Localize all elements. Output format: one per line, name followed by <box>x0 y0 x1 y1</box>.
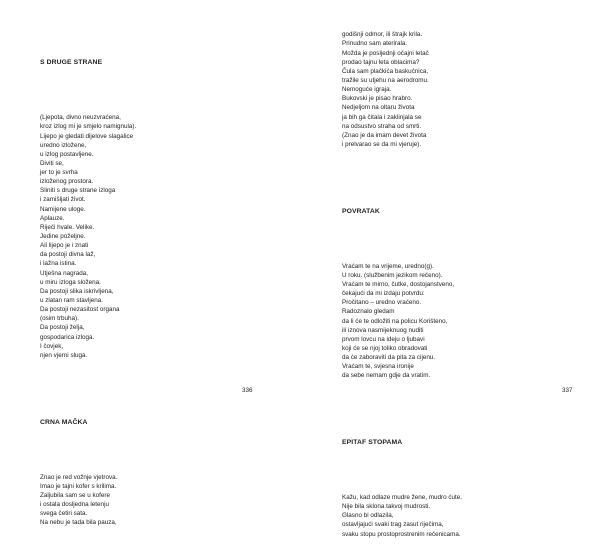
poem-line: uredno izložene, <box>40 141 87 149</box>
poem-body <box>40 473 260 528</box>
poem-line: godišnji odmor, ili štrajk krila. <box>342 31 423 39</box>
poem-line: da će zaboraviti da pita za cijenu. <box>342 354 436 362</box>
poem-title: EPITAF STOPAMA <box>342 439 403 447</box>
poem-title: S DRUGE STRANE <box>40 59 103 67</box>
poem-line: Namijene uloge. <box>40 205 86 213</box>
poem-line: prvom lovcu na ideju o ljubavi <box>342 335 425 343</box>
poem-line: na odsustvo straha od smrti. <box>342 122 422 130</box>
poem-line: svega četiri sata. <box>40 510 88 518</box>
poem-line: i ostala dosljedna letenju <box>40 500 109 508</box>
poem-continuation <box>342 30 562 149</box>
poem-line: ostavljajući svaki trag zasut riječima, <box>342 521 444 529</box>
poem-line: da postoji divna laž, <box>40 251 96 259</box>
poem-line: tražile su utjehu na aerodromu. <box>342 77 429 85</box>
poem-line: u miru izloga složena. <box>40 278 101 286</box>
poem-line: Zaljubila sam se u kofere <box>40 491 110 499</box>
stanza-gap <box>342 234 562 243</box>
section-gap <box>40 378 260 399</box>
poem-title: CRNA MAČKA <box>40 418 88 426</box>
poem-line: ili iznova nasmijeknuog nuditi <box>342 326 424 334</box>
poem-line: u izlog postavljene. <box>40 150 94 158</box>
poem-line: kroz izlog mi je smjelo namignula). <box>40 123 137 131</box>
poem-line: u zlatan ram stavljena. <box>40 297 103 305</box>
poem-line: Imao je tajni kofer s krilima. <box>40 482 117 490</box>
stanza-gap <box>342 466 562 475</box>
poem-line: da li će te odložiti na policu Korišteno, <box>342 317 448 325</box>
poem-line: Da postoji želja, <box>40 324 85 332</box>
section-gap <box>342 167 562 188</box>
poem-line: Na nebu je tada bila pauza, <box>40 519 117 527</box>
page-number: 337 <box>562 387 573 394</box>
poem-line: (Znao je da imam devet života <box>342 131 427 139</box>
poem-line: Glasno bi odlazila, <box>342 512 394 520</box>
page-number: 336 <box>242 387 253 394</box>
poem-line: njen vjerni sluga. <box>40 351 88 359</box>
poem-line: jer to je svrha <box>40 169 78 177</box>
poem-title: POVRATAK <box>342 207 380 215</box>
poem-line: Lijepo je gledati dijelove slagalice <box>40 132 134 140</box>
poem-line: Bukovski je pisao hrabro. <box>342 95 413 103</box>
poem-line: Ali lijepo je i znati <box>40 242 89 250</box>
poem-line: Prinudno sam aterirala. <box>342 40 408 48</box>
poem-line: Vraćam te, svjesna ironije <box>342 363 414 371</box>
section-gap <box>342 399 562 420</box>
poem-line: Diviti se, <box>40 159 64 167</box>
poem-body <box>40 113 260 360</box>
poem-line: i zamišljati život. <box>40 196 86 204</box>
poem-line: izloženog prostora. <box>40 178 94 186</box>
poem-line: i prelvarao se da mi vjeruje). <box>342 141 422 148</box>
poem-line: i lažna istina. <box>40 260 77 268</box>
poem-line: U roku. (službenim jezikom rečeno). <box>342 271 443 279</box>
poem-line: Aplauze. <box>40 214 65 222</box>
poem-line: Jedine poželjne. <box>40 233 86 241</box>
poem-body <box>342 493 562 539</box>
poem-line: prodao tajnu leta oblacima? <box>342 58 420 66</box>
poem-line: gospodarica izloga. <box>40 333 95 341</box>
poem-line: (Ljepota, divno neuzvraćena, <box>40 114 121 122</box>
poem-line: Znao je red vožnje vjetrova. <box>40 473 118 481</box>
poem-line: koji će se njoj toliko obradovati <box>342 344 428 352</box>
poem-line: Nemoguće igraja. <box>342 86 392 94</box>
poem-line: Čula sam plačkića baskućnica, <box>342 67 429 75</box>
poem-line: Sliniti s druge strane izloga <box>40 187 116 195</box>
right-page <box>300 0 600 538</box>
poem-line: Kažu, kad odlaze mudre žene, mudro ćute. <box>342 494 463 502</box>
poem-line: Riječi hvale. Velike. <box>40 223 95 231</box>
poem-line: Vraćam te mirno, čutke, dostojanstveno, <box>342 280 455 288</box>
poem-line: Da postoji slika iskrivljena, <box>40 287 114 295</box>
stanza-gap <box>40 445 260 454</box>
poem-line: Utješna nagrada, <box>40 269 88 277</box>
poem-line: Možda je posljednji očajni letač <box>342 49 429 57</box>
poem-line: Nije bila sklona takvoj mudrosti. <box>342 503 431 511</box>
poem-line: Nedjeljom na oltaru života <box>342 104 415 112</box>
right-page-column <box>342 12 562 557</box>
poem-line: čekajući da mi izdaju potvrdu: <box>342 290 425 298</box>
poem-line: da sebe nemam gdje da vratim. <box>342 372 431 380</box>
poem-line: I čovjek, <box>40 342 64 350</box>
poem-line: Vraćam te na vrijeme, uredno(g). <box>342 262 434 270</box>
poem-body <box>342 262 562 381</box>
poem-line: (osim trbuha). <box>40 315 79 323</box>
stanza-gap <box>40 86 260 95</box>
poem-line: Da postoji nezasitost organa <box>40 306 120 314</box>
poem-line: svaku stopu prostoprostrenim rečenicama. <box>342 530 461 538</box>
poem-line: Radoznalo gledam <box>342 308 395 316</box>
left-page-column <box>40 40 260 546</box>
poem-line: ja bih ga čitala i zaklinjala se <box>342 113 422 121</box>
poem-line: Pročitano – uredno vraćeno. <box>342 299 422 307</box>
left-page <box>0 0 300 527</box>
